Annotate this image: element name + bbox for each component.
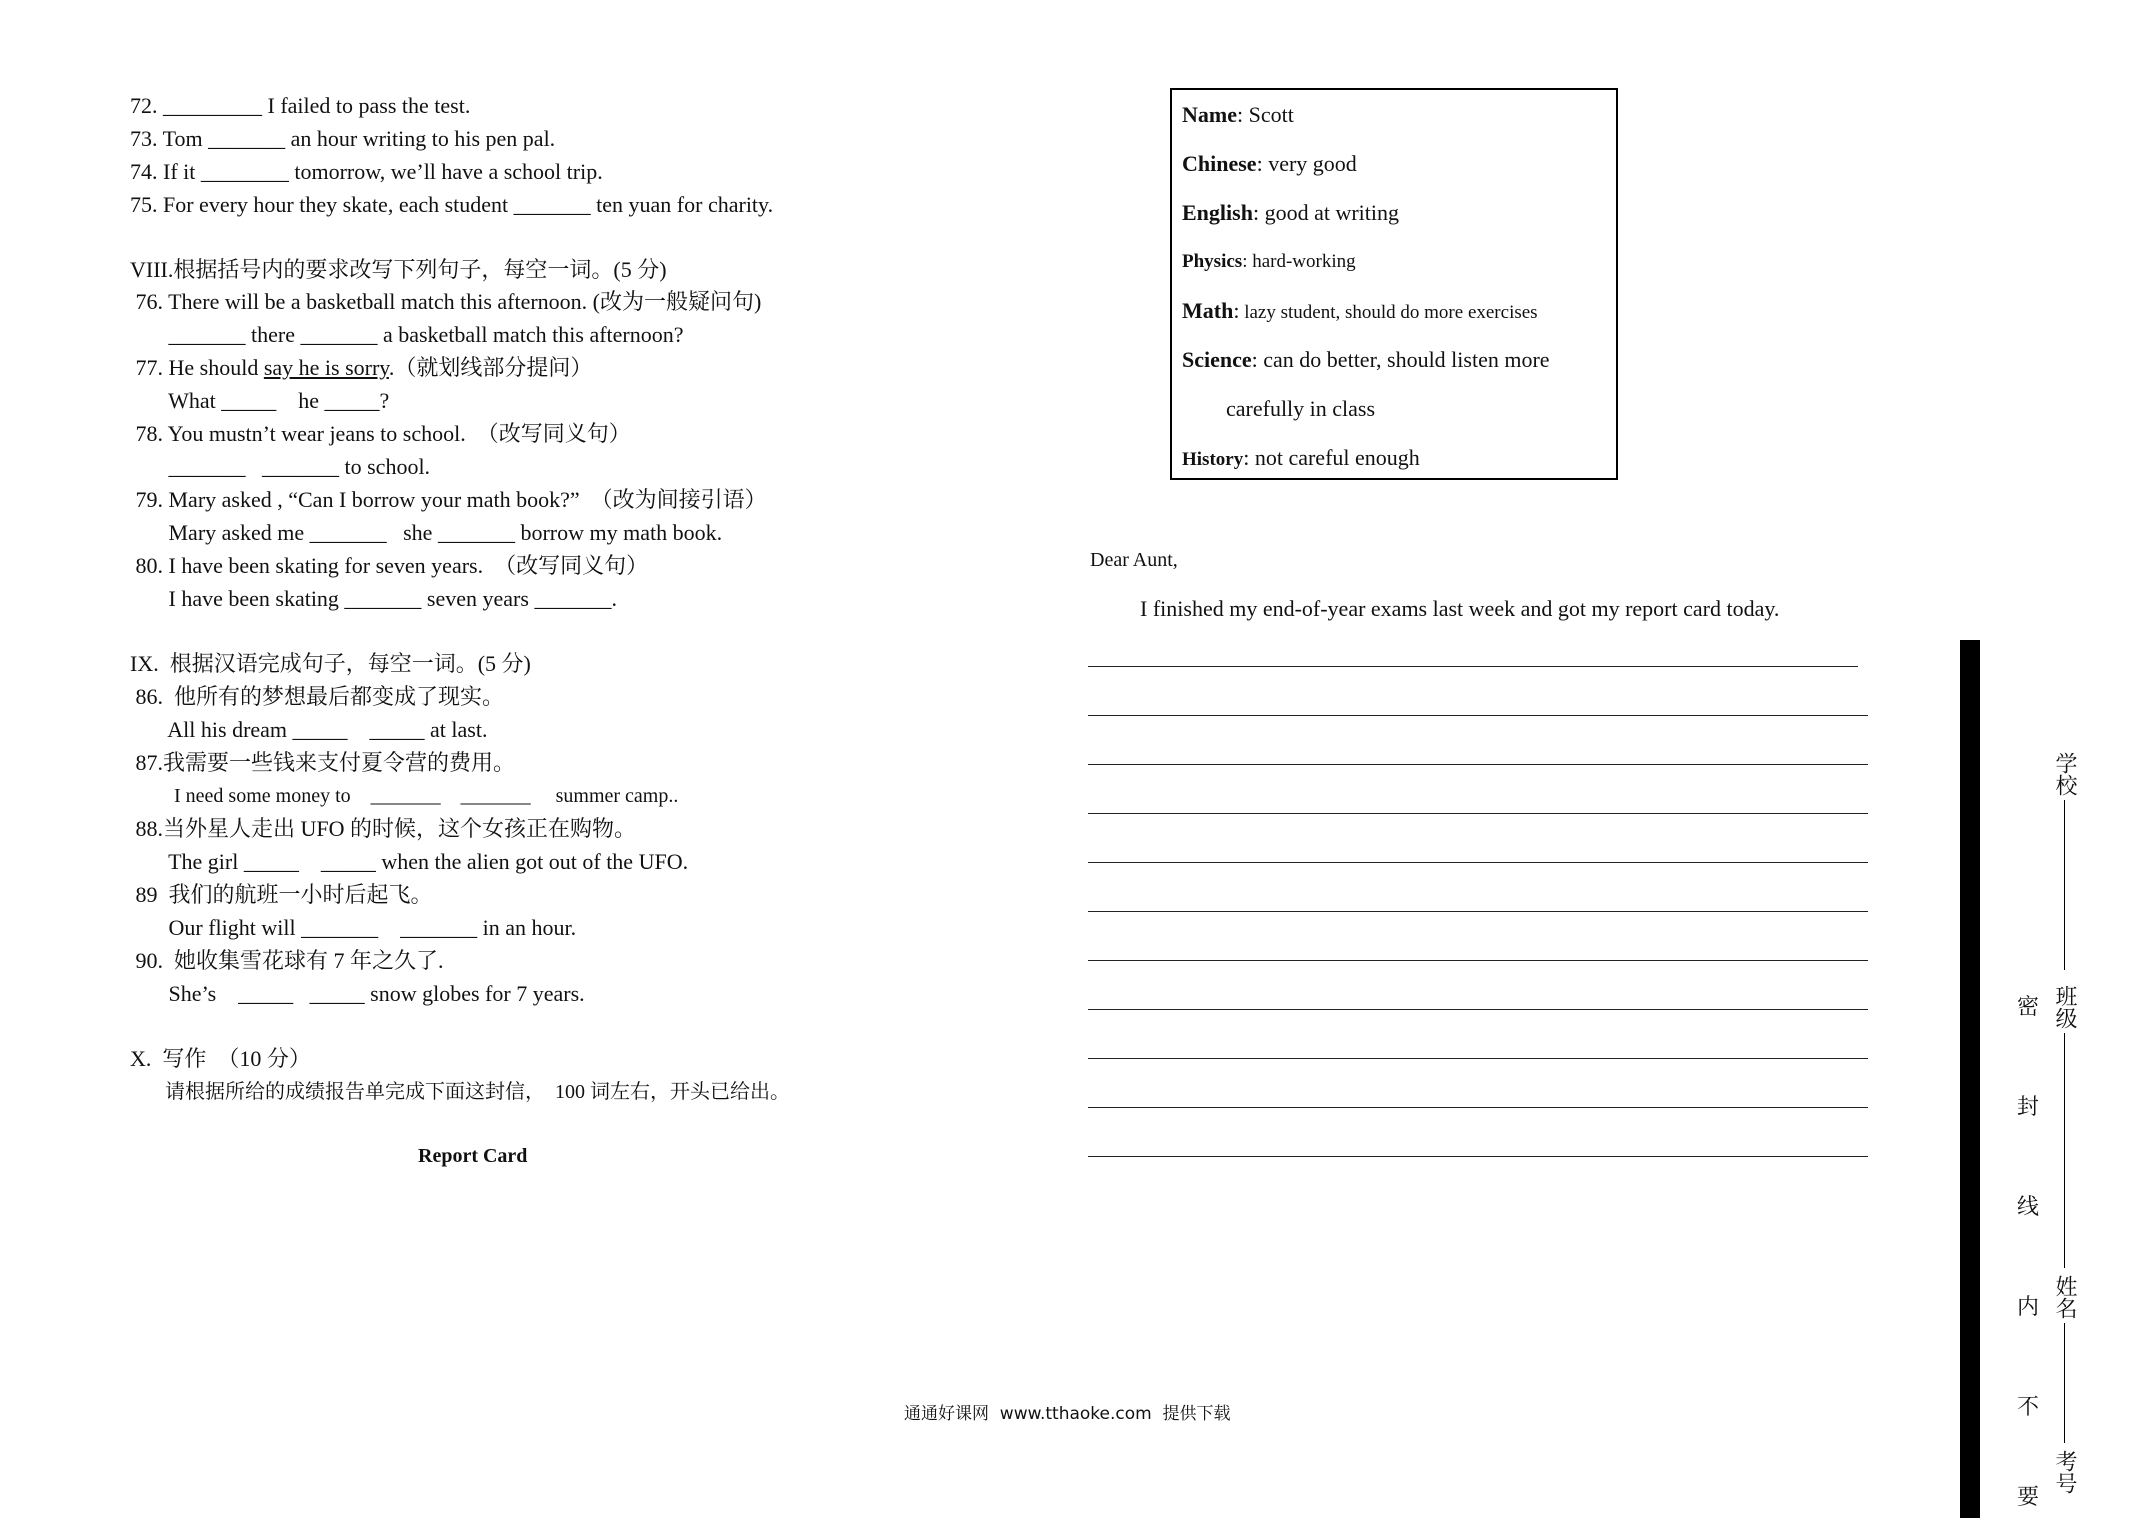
question-89: 89 我们的航班一小时后起飞。 [130, 882, 433, 907]
footer-text: 通通好课网 www.tthaoke.com 提供下载 [904, 1404, 1231, 1424]
question-90-answer: She’s _____ _____ snow globes for 7 years. [130, 981, 585, 1006]
question-86: 86. 他所有的梦想最后都变成了现实。 [130, 684, 505, 709]
seal-char: 内 [2017, 1294, 2040, 1319]
report-card-row-science-cont: carefully in class [1182, 396, 1376, 421]
question-79-answer: Mary asked me _______ she _______ borrow my math book. [130, 520, 723, 545]
label-school: 学校 [2053, 752, 2078, 796]
class-field-line [2064, 1033, 2065, 1268]
question-74: 74. If it ________ tomorrow, we’ll have a school trip. [130, 159, 603, 184]
report-card-row-name: Name: Scott [1182, 102, 1294, 127]
label-class: 班级 [2053, 985, 2078, 1029]
writing-line [1088, 1058, 1868, 1059]
letter-greeting: Dear Aunt, [1090, 549, 1178, 571]
question-72: 72. _________ I failed to pass the test. [130, 93, 471, 118]
section-x-title: X. 写作 （10 分） [130, 1046, 311, 1071]
seal-char: 封 [2017, 1094, 2040, 1119]
question-77: 77. He should say he is sorry.（就划线部分提问） [130, 355, 593, 380]
question-88: 88.当外星人走出 UFO 的时候，这个女孩正在购物。 [130, 816, 637, 841]
writing-line [1088, 1156, 1868, 1157]
writing-line [1088, 862, 1868, 863]
report-card [1170, 88, 1618, 480]
seal-char: 密 [2017, 994, 2040, 1019]
report-card-row-english: English: good at writing [1182, 200, 1399, 225]
seal-char: 不 [2017, 1394, 2040, 1419]
question-80: 80. I have been skating for seven years. （改写同义句） [130, 553, 649, 578]
question-86-answer: All his dream _____ _____ at last. [130, 717, 488, 742]
section-ix-title: IX. 根据汉语完成句子，每空一词。(5 分) [130, 651, 531, 676]
question-79: 79. Mary asked , “Can I borrow your math book?” （改为间接引语） [130, 487, 767, 512]
section-viii-title: VIII.根据括号内的要求改写下列句子，每空一词。(5 分) [130, 257, 667, 282]
writing-instruction: 请根据所给的成绩报告单完成下面这封信， 100 词左右，开头已给出。 [165, 1081, 790, 1103]
writing-line [1088, 764, 1868, 765]
report-card-row-physics: Physics: hard-working [1182, 251, 1356, 272]
question-76: 76. There will be a basketball match this afternoon. (改为一般疑问句) [130, 289, 762, 314]
question-77-answer: What _____ he _____? [130, 388, 390, 413]
question-87: 87.我需要一些钱来支付夏令营的费用。 [130, 750, 516, 775]
label-name: 姓名 [2053, 1275, 2078, 1319]
writing-line [1088, 1107, 1868, 1108]
question-77-underlined: say he is sorry [263, 355, 389, 380]
seal-char: 线 [2017, 1194, 2040, 1219]
question-75: 75. For every hour they skate, each student _______ ten yuan for charity. [130, 192, 774, 217]
question-88-answer: The girl _____ _____ when the alien got out of the UFO. [130, 849, 689, 874]
report-card-title: Report Card [418, 1145, 528, 1167]
writing-line [1088, 911, 1868, 912]
writing-line [1088, 1009, 1868, 1010]
letter-first-line: I finished my end-of-year exams last week and got my report card today. [1140, 596, 1780, 621]
report-card-row-math: Math: lazy student, should do more exercises [1182, 298, 1538, 323]
writing-line [1088, 715, 1868, 716]
label-exam-number: 考号 [2053, 1450, 2078, 1494]
writing-line [1088, 813, 1868, 814]
report-card-row-history: History: not careful enough [1182, 445, 1420, 470]
seal-char: 要 [2017, 1484, 2040, 1509]
question-73: 73. Tom _______ an hour writing to his pen pal. [130, 126, 556, 151]
writing-line [1088, 960, 1868, 961]
question-87-answer: I need some money to _______ _______ summer camp.. [174, 785, 679, 807]
school-field-line [2064, 800, 2065, 970]
binding-bar [1960, 640, 1980, 1518]
question-89-answer: Our flight will _______ _______ in an hour. [130, 915, 577, 940]
writing-line [1088, 666, 1858, 667]
question-90: 90. 她收集雪花球有 7 年之久了. [130, 948, 444, 973]
report-card-row-science: Science: can do better, should listen more [1182, 347, 1550, 372]
question-80-answer: I have been skating _______ seven years _______. [130, 586, 617, 611]
question-76-answer: _______ there _______ a basketball match this afternoon? [130, 322, 684, 347]
question-78-answer: _______ _______ to school. [130, 454, 431, 479]
report-card-row-chinese: Chinese: very good [1182, 151, 1357, 176]
name-field-line [2064, 1323, 2065, 1443]
question-78: 78. You mustn’t wear jeans to school. （改写同义句） [130, 421, 631, 446]
